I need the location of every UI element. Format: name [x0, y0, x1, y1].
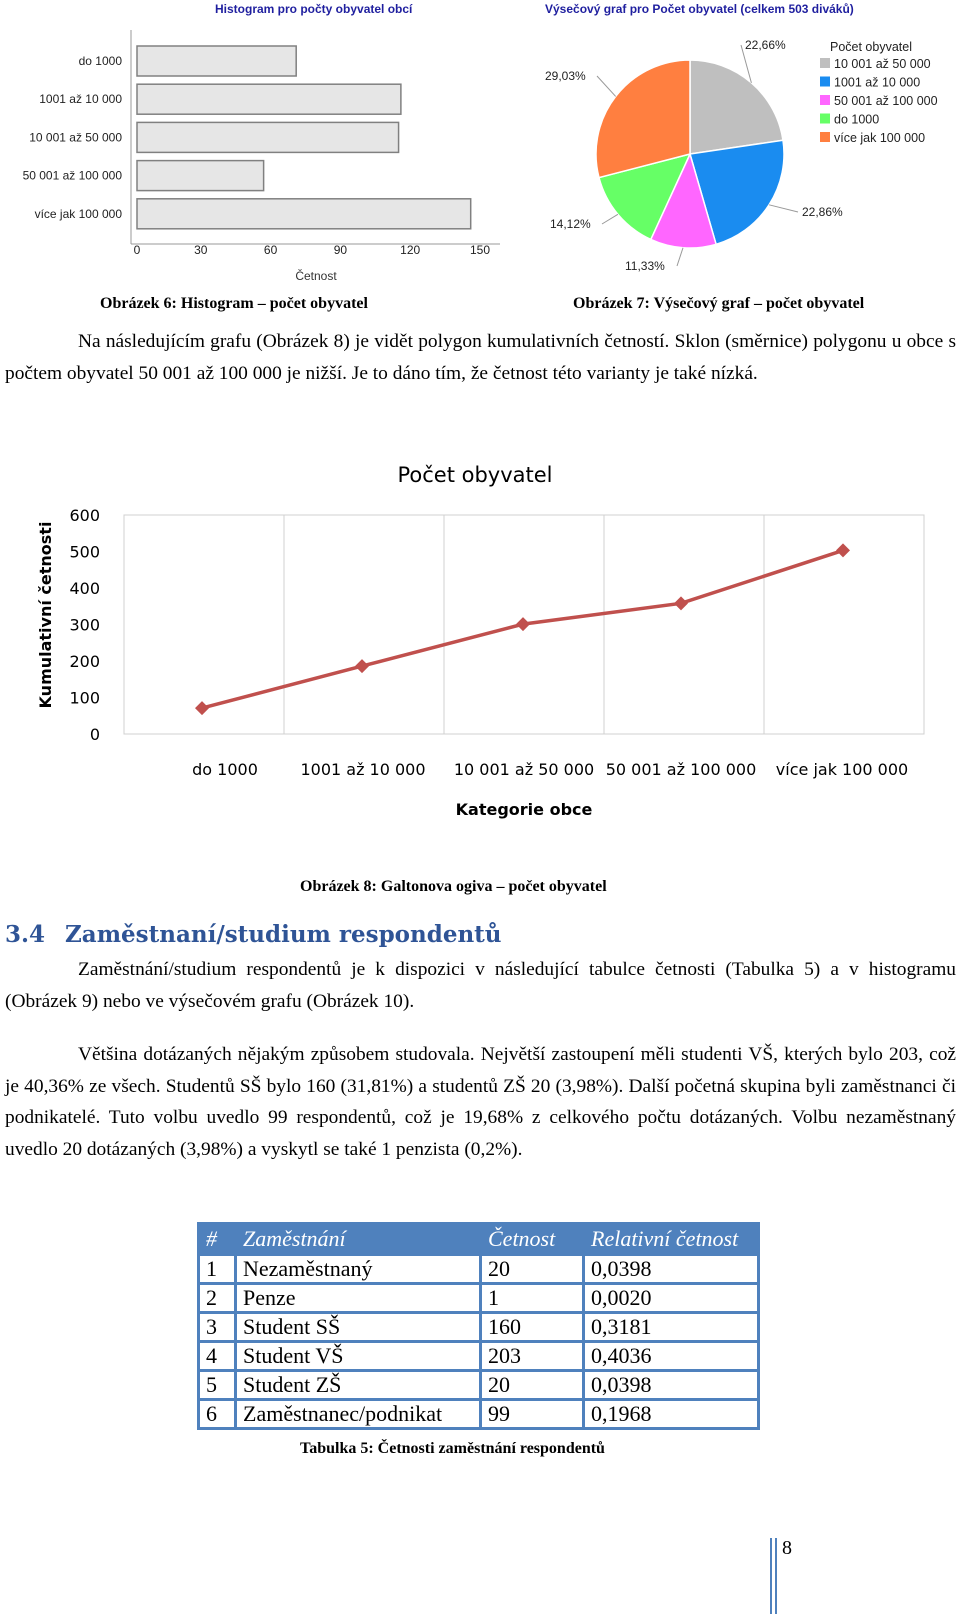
- pie-legend-swatch: [820, 77, 830, 87]
- cell-count: 1: [481, 1284, 584, 1313]
- cell-index: 4: [199, 1342, 236, 1371]
- cell-relative: 0,1968: [584, 1400, 759, 1429]
- paragraph-intro: [5, 954, 956, 1017]
- ogive-x-tick-label: 1001 až 10 000: [300, 760, 426, 779]
- cell-index: 3: [199, 1313, 236, 1342]
- pie-leader-line: [602, 214, 618, 224]
- cell-count: 99: [481, 1400, 584, 1429]
- cell-relative: 0,3181: [584, 1313, 759, 1342]
- pie-legend-swatch: [820, 58, 830, 68]
- ogive-x-tick-label: do 1000: [192, 760, 258, 779]
- pie-legend-item: 1001 až 10 000: [834, 75, 921, 90]
- cell-count: 20: [481, 1371, 584, 1400]
- pie-title: Výsečový graf pro Počet obyvatel (celkem 503 diváků): [545, 2, 854, 16]
- histogram-bar: [137, 199, 471, 229]
- histogram-category-label: 50 001 až 100 000: [22, 168, 122, 183]
- histogram-bar: [137, 84, 401, 114]
- histogram-category-label: 1001 až 10 000: [39, 92, 122, 107]
- table-header-index: #: [199, 1224, 236, 1255]
- pie-leader-line: [677, 248, 683, 266]
- table-header-relative: Relativní četnost: [584, 1224, 759, 1255]
- cell-relative: 0,0398: [584, 1255, 759, 1284]
- table-row: [199, 1284, 759, 1313]
- cell-count: 203: [481, 1342, 584, 1371]
- cell-occupation: Student SŠ: [236, 1313, 481, 1342]
- ogive-y-tick-label: 600: [69, 506, 100, 525]
- figure6-caption: Obrázek 6: Histogram – počet obyvatel: [100, 295, 368, 312]
- page-number-rule-inner: [775, 1538, 777, 1614]
- histogram-category-label: do 1000: [78, 54, 122, 68]
- histogram-x-axis-label: Četnost: [295, 269, 337, 283]
- table-row: [199, 1313, 759, 1342]
- histogram-x-tick-label: 30: [194, 243, 208, 257]
- table-header-occupation: Zaměstnání: [236, 1224, 481, 1255]
- ogive-x-tick-label: více jak 100 000: [775, 760, 909, 779]
- pie-slice-label: 22,66%: [745, 38, 786, 52]
- histogram-bar: [137, 46, 296, 76]
- paragraph-details-text: Většina dotázaných nějakým způsobem studovala. Největší zastoupení měli studenti VŠ, kterých bylo 203, což je 40,36% ze všech. Studentů SŠ bylo 160 (31,81%) a studentů ZŠ 20 (3,98%). Další početná skupina byli zaměstnanci či podnikatelé. Tuto volbu uvedlo 99 respondentů, což je 19,68% z celkového počtu dotázaných. Volbu nezaměstnaný uvedlo 20 dotázaných (3,98%) a vyskytl se také 1 penzista (0,2%).: [5, 1044, 956, 1160]
- page-number: 8: [782, 1537, 792, 1559]
- histogram-bar: [137, 122, 399, 152]
- pie-legend-item: 50 001 až 100 000: [834, 94, 938, 108]
- pie-legend-item: 10 001 až 50 000: [834, 57, 931, 71]
- pie-leader-line: [597, 76, 616, 96]
- histogram-x-tick-label: 150: [469, 243, 491, 257]
- table-header-row: [199, 1224, 759, 1255]
- cell-count: 160: [481, 1313, 584, 1342]
- cell-occupation: Student ZŠ: [236, 1371, 481, 1400]
- ogive-x-tick-label: 10 001 až 50 000: [453, 760, 595, 779]
- ogive-y-axis-label: Kumulativní četnosti: [36, 521, 55, 709]
- section-title: Zaměstnaní/studium respondentů: [65, 921, 502, 948]
- ogive-y-tick-label: 400: [69, 579, 100, 598]
- ogive-data-point: [195, 701, 209, 715]
- paragraph-intro-text: Zaměstnání/studium respondentů je k dispozici v následující tabulce četnosti (Tabulka 5) a v histogramu (Obrázek 9) nebo ve výsečovém grafu (Obrázek 10).: [5, 959, 956, 1012]
- histogram-title: Histogram pro počty obyvatel obcí: [215, 2, 413, 16]
- paragraph-cumulative-text: Na následujícím grafu (Obrázek 8) je vidět polygon kumulativních četností. Sklon (směrnice) polygonu u obce s počtem obyvatel 50 001 až 100 000 je nižší. Je to dáno tím, že četnost této varianty je také nízká.: [5, 331, 956, 384]
- ogive-y-tick-label: 100: [69, 688, 100, 708]
- paragraph-cumulative: [5, 326, 956, 389]
- cell-occupation: Student VŠ: [236, 1342, 481, 1371]
- pie-legend-swatch: [820, 95, 830, 105]
- section-heading: [5, 921, 502, 948]
- table-header-count: Četnost: [481, 1224, 584, 1255]
- cell-relative: 0,0020: [584, 1284, 759, 1313]
- histogram-bar: [137, 161, 264, 191]
- figure8-caption: Obrázek 8: Galtonova ogiva – počet obyvatel: [300, 878, 607, 895]
- cell-index: 5: [199, 1371, 236, 1400]
- cell-count: 20: [481, 1255, 584, 1284]
- pie-legend-title: Počet obyvatel: [830, 40, 912, 54]
- table-row: [199, 1255, 759, 1284]
- table-row: [199, 1342, 759, 1371]
- page-number-rule: [770, 1538, 772, 1614]
- histogram-x-tick-label: 0: [133, 243, 141, 257]
- ogive-chart: [0, 455, 960, 835]
- pie-leader-line: [769, 205, 798, 212]
- histogram-category-label: více jak 100 000: [34, 206, 122, 221]
- ogive-data-point: [674, 596, 688, 610]
- cell-occupation: Nezaměstnaný: [236, 1255, 481, 1284]
- histogram-x-tick-label: 120: [400, 243, 421, 257]
- pie-legend-swatch: [820, 132, 830, 142]
- ogive-data-point: [516, 617, 530, 631]
- ogive-y-tick-label: 200: [69, 652, 100, 671]
- ogive-y-tick-label: 500: [69, 542, 100, 562]
- frequency-table: [197, 1222, 760, 1430]
- pie-slice-label: 29,03%: [545, 69, 586, 83]
- figure7-caption: Obrázek 7: Výsečový graf – počet obyvatel: [573, 295, 865, 312]
- histogram-chart: [0, 18, 520, 303]
- table-row: [199, 1400, 759, 1429]
- cell-index: 6: [199, 1400, 236, 1429]
- ogive-y-tick-label: 300: [69, 615, 100, 635]
- histogram-x-tick-label: 60: [263, 243, 278, 257]
- cell-relative: 0,0398: [584, 1371, 759, 1400]
- pie-slice-label: 14,12%: [550, 217, 591, 231]
- ogive-title: Počet obyvatel: [397, 463, 553, 487]
- table-caption: Tabulka 5: Četnosti zaměstnání respondentů: [300, 1440, 605, 1457]
- ogive-y-tick-label: 0: [89, 725, 100, 744]
- ogive-x-tick-label: 50 001 až 100 000: [605, 760, 757, 779]
- cell-occupation: Penze: [236, 1284, 481, 1313]
- section-number: 3.4: [5, 921, 46, 948]
- pie-legend-item: více jak 100 000: [834, 131, 926, 145]
- cell-index: 2: [199, 1284, 236, 1313]
- pie-legend-swatch: [820, 114, 830, 124]
- paragraph-details: [5, 1039, 956, 1165]
- pie-slice: [690, 60, 783, 154]
- pie-slice-label: 11,33%: [625, 259, 665, 273]
- ogive-data-point: [355, 659, 369, 673]
- pie-slice-label: 22,86%: [802, 205, 843, 219]
- pie-chart: [540, 18, 960, 288]
- cell-relative: 0,4036: [584, 1342, 759, 1371]
- pie-legend-item: do 1000: [834, 112, 880, 127]
- ogive-data-point: [836, 543, 850, 557]
- ogive-x-axis-label: Kategorie obce: [455, 800, 593, 819]
- histogram-x-tick-label: 90: [333, 243, 348, 257]
- cell-index: 1: [199, 1255, 236, 1284]
- table-row: [199, 1371, 759, 1400]
- histogram-category-label: 10 001 až 50 000: [29, 130, 122, 145]
- cell-occupation: Zaměstnanec/podnikat: [236, 1400, 481, 1429]
